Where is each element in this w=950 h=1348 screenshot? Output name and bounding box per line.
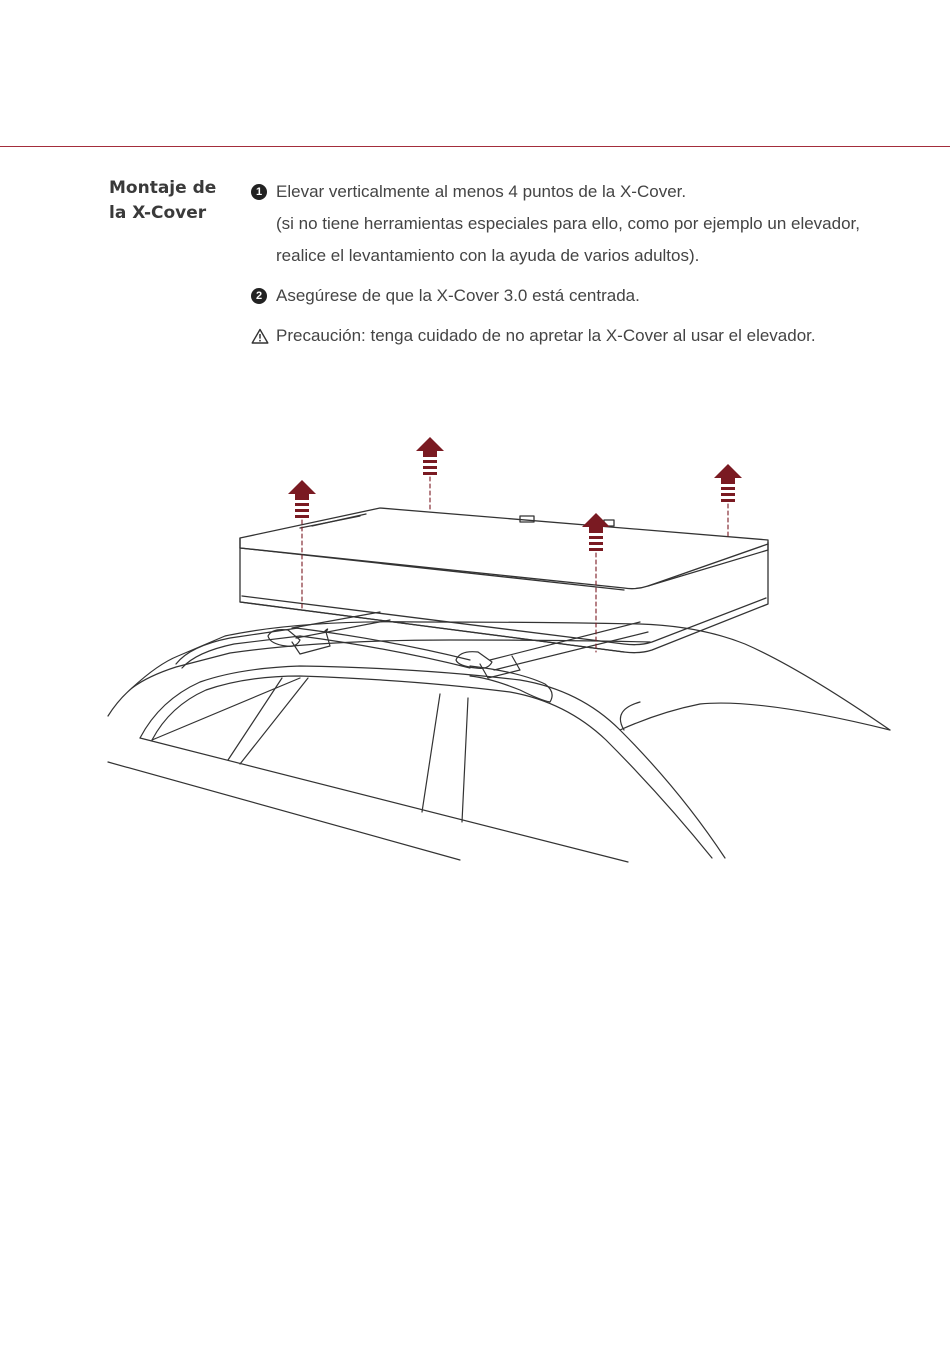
roof-box-lift-illustration xyxy=(105,430,895,870)
step-2-line-1: Asegúrese de que la X-Cover 3.0 está centrada. xyxy=(276,286,640,305)
warning-text: Precaución: tenga cuidado de no apretar la X-Cover al usar el elevador. xyxy=(276,326,816,345)
section-title xyxy=(109,176,234,226)
step-1-line-1: Elevar verticalmente al menos 4 puntos de la X-Cover. xyxy=(276,182,687,201)
section-title-line-1: Montaje de xyxy=(109,178,217,198)
step-1-line-2: (si no tiene herramientas especiales para ello, como por ejemplo un elevador, xyxy=(276,214,860,233)
lift-arrow-4 xyxy=(714,464,742,502)
lift-arrows xyxy=(288,437,742,551)
step-number-2: 2 xyxy=(251,288,267,304)
lift-arrow-3 xyxy=(582,513,610,551)
section-title-line-2: la X-Cover xyxy=(109,203,207,223)
roof-rails xyxy=(176,628,552,702)
step-number-1: 1 xyxy=(251,184,267,200)
header-rule xyxy=(0,146,950,147)
lift-arrow-2 xyxy=(416,437,444,475)
step-2 xyxy=(251,280,931,312)
step-1-line-3: realice el levantamiento con la ayuda de varios adultos). xyxy=(276,246,700,265)
instruction-list xyxy=(251,176,931,352)
lift-arrow-1 xyxy=(288,480,316,518)
warning-note xyxy=(251,320,931,352)
step-1 xyxy=(251,176,931,272)
warning-triangle-icon xyxy=(251,328,269,344)
